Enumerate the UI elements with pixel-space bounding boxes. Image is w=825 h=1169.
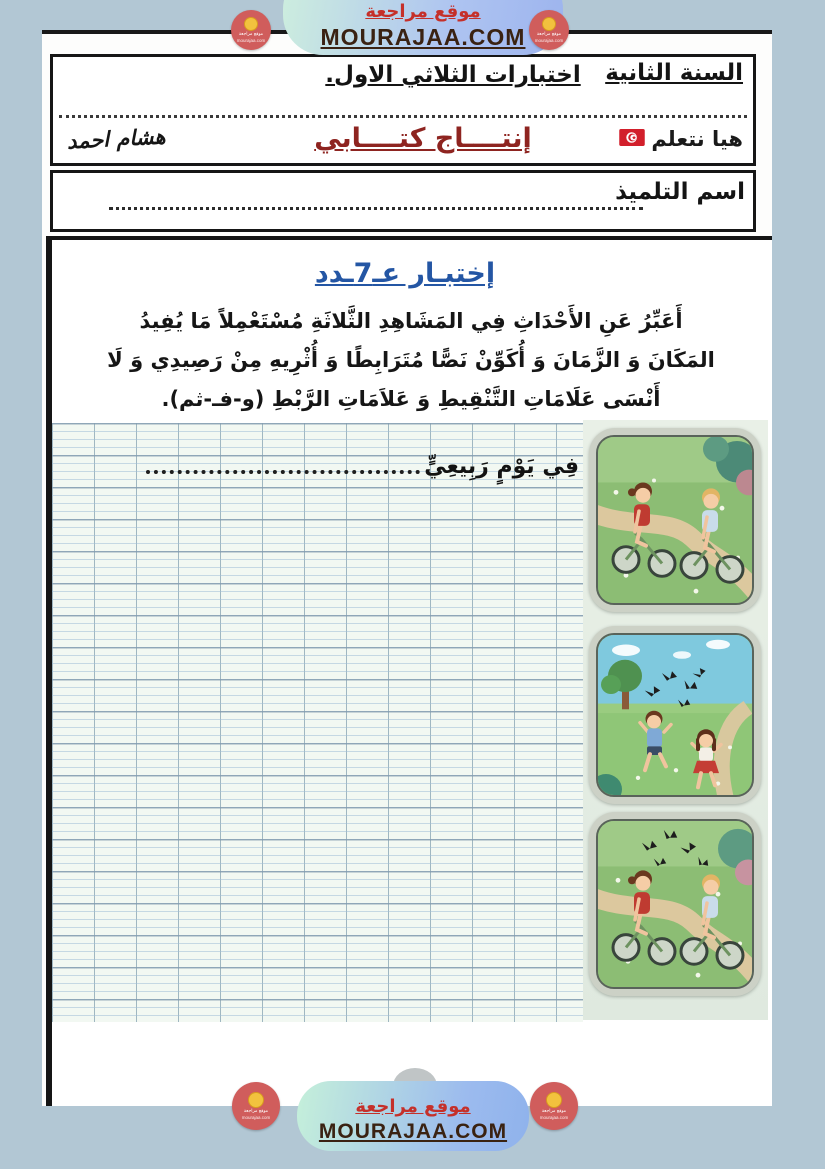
scene-3-illustration — [598, 821, 752, 987]
logo-domain-text: mourajaa.com — [539, 1115, 569, 1120]
lets-learn-label — [619, 127, 743, 151]
header-dotted-line — [59, 115, 747, 118]
top-banner-domain: MOURAJAA.COM — [320, 24, 526, 50]
logo-domain-text: mourajaa.com — [236, 38, 266, 43]
logo-domain-text: mourajaa.com — [241, 1115, 271, 1120]
scene-pictures-column — [583, 420, 768, 1020]
site-logo-badge-bottom-right — [530, 1082, 578, 1130]
prompt-opening-text: فِي يَوْمٍ رَبِيعِيٍّ — [424, 454, 579, 479]
instruction-line-1: أَعَبِّرُ عَنِ الأَحْدَاثِ فِي المَشَاهِدِ الثَّلاثَةِ مُسْتَعْمِلاً مَا يُفِيدُ — [139, 309, 683, 333]
bottom-banner-arabic-title: موقع مراجعة — [355, 1096, 471, 1117]
logo-book-icon — [542, 17, 556, 31]
logo-arabic-text: موقع مراجعة — [536, 31, 562, 37]
bottom-banner-domain: MOURAJAA.COM — [318, 1120, 508, 1143]
student-name-dotted-line — [109, 207, 643, 210]
logo-book-icon — [248, 1092, 264, 1108]
exam-instructions — [58, 302, 764, 419]
top-site-banner — [283, 0, 563, 55]
scene-2-illustration — [598, 635, 752, 795]
handwritten-signature: هشام احمد — [66, 124, 167, 154]
prompt-dotted-line — [146, 470, 420, 474]
exam-number-title: إختبـار عـ7ـدد — [314, 258, 496, 289]
site-logo-badge-top-right — [529, 10, 569, 50]
bottom-site-banner — [297, 1081, 529, 1151]
logo-arabic-text: موقع مراجعة — [541, 1108, 567, 1114]
logo-arabic-text: موقع مراجعة — [243, 1108, 269, 1114]
scene-card-1 — [589, 428, 761, 612]
exam-series-title: اختبارات الثلاثي الاول. — [325, 62, 581, 88]
logo-book-icon — [244, 17, 258, 31]
site-logo-badge-bottom-left — [232, 1082, 280, 1130]
student-name-box — [50, 170, 756, 232]
exam-body-box — [46, 236, 772, 1106]
student-name-label: اسم التلميذ — [615, 179, 745, 205]
instruction-line-3: أَنْسَى عَلَامَاتِ التَّنْقِيطِ وَ عَلاَمَاتِ الرَّبْطِ (و-فـ-ثم). — [161, 387, 661, 411]
scene-card-2 — [589, 626, 761, 804]
logo-book-icon — [546, 1092, 562, 1108]
logo-arabic-text: موقع مراجعة — [238, 31, 264, 37]
logo-domain-text: mourajaa.com — [534, 38, 564, 43]
scene-card-3 — [589, 812, 761, 996]
scene-1-illustration — [598, 437, 752, 603]
exam-header-box — [50, 54, 756, 166]
lets-learn-text: هيا نتعلم — [651, 127, 743, 151]
subject-title: إنتــــاج كتــــابي — [314, 123, 532, 154]
ruled-writing-grid — [52, 423, 583, 1022]
tunisia-flag-icon — [619, 127, 645, 151]
instruction-line-2: المَكَانَ وَ الزَّمَانَ وَ أُكَوِّنْ نَصًّا مُتَرَابِطًا وَ أُثْرِيهِ مِنْ رَصِيدِي وَ لَا — [107, 348, 715, 372]
site-logo-badge-top-left — [231, 10, 271, 50]
writing-prompt-line — [146, 447, 579, 487]
top-banner-arabic-title: موقع مراجعة — [365, 1, 481, 22]
grade-label: السنة الثانية — [605, 60, 743, 86]
